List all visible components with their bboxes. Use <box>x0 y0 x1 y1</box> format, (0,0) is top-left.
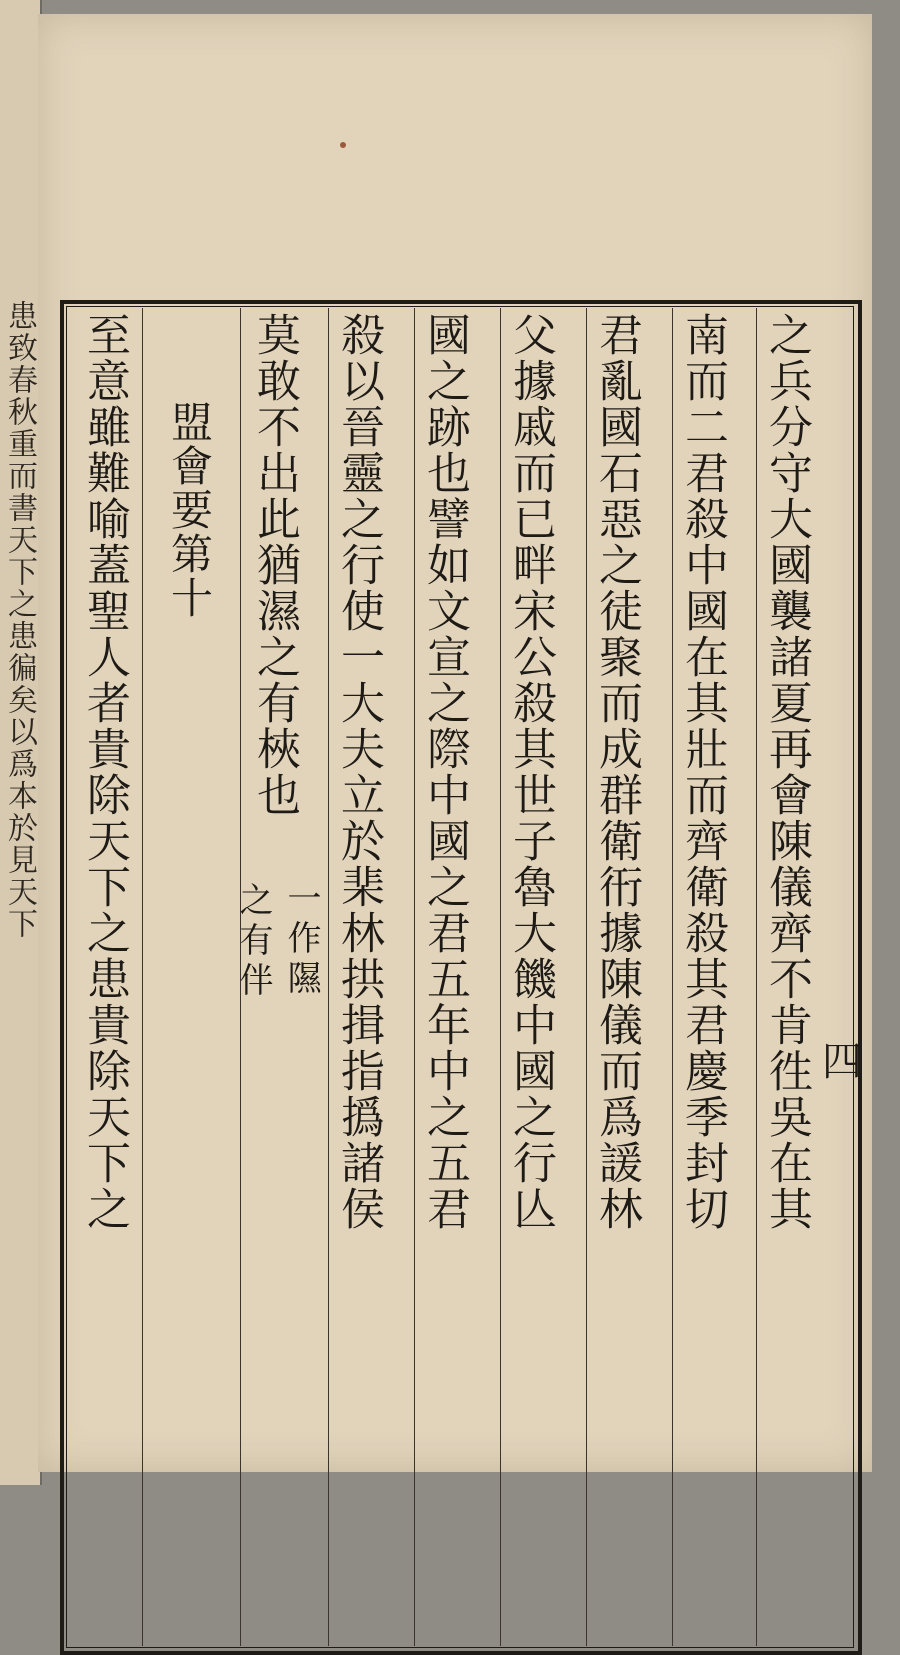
column-rule <box>756 308 757 1646</box>
text-column-7: 莫敢不出此猶濕之有梜也 <box>249 312 300 818</box>
column-rule <box>500 308 501 1646</box>
column-rule <box>328 308 329 1646</box>
interlinear-note-2: 之有伴 <box>233 882 273 1002</box>
text-column-9: 至意雖難喻蓋聖人者貴除天下之患貴除天下之 <box>79 312 130 1232</box>
adjacent-page <box>0 0 42 1485</box>
text-column-4: 父據戚而已畔宋公殺其世子魯大饑中國之行亾 <box>505 312 556 1232</box>
interlinear-note-1: 一作隰 <box>281 880 321 1000</box>
text-column-1: 之兵分守大國襲諸夏再會陳儀齊不肯徃吳在其 <box>761 312 812 1232</box>
text-column-3: 君亂國石惡之徒聚而成群衛衎據陳儀而爲諼林 <box>591 312 642 1232</box>
ink-spot <box>340 142 346 148</box>
section-heading: 盟會要第十 <box>165 400 214 620</box>
text-column-2: 南而二君殺中國在其壯而齊衛殺其君慶季封切 <box>677 312 728 1232</box>
column-rule <box>672 308 673 1646</box>
folio-number: 四 <box>822 1039 862 1085</box>
adjacent-page-text: 患致春秋重而書天下之患徧矣以爲本於見天下 <box>2 300 37 940</box>
column-rule <box>414 308 415 1646</box>
text-column-6: 殺以晉靈之行使一大夫立於棐林拱揖指撝諸侯 <box>333 312 384 1232</box>
column-rule <box>142 308 143 1646</box>
text-column-5: 國之跡也譬如文宣之際中國之君五年中之五君 <box>419 312 470 1232</box>
column-rule <box>586 308 587 1646</box>
